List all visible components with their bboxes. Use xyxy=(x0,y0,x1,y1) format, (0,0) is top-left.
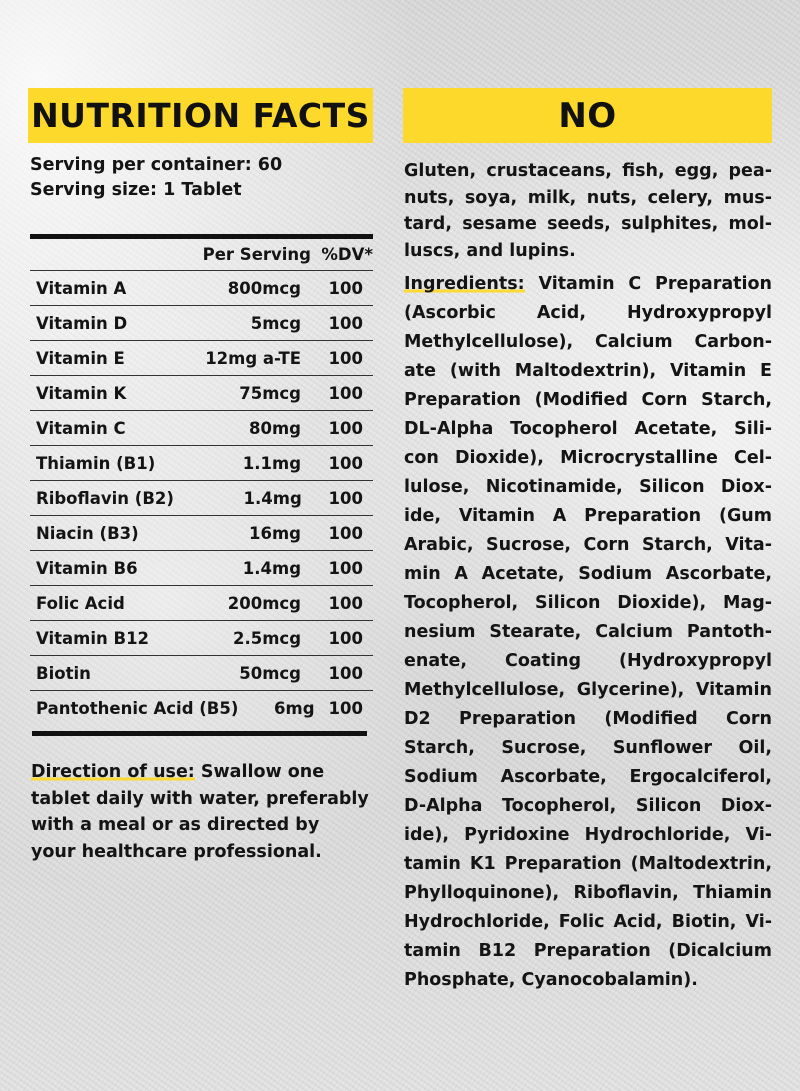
nutrient-amount: 5mcg xyxy=(250,313,301,333)
ingredient-line: ide), Pyridoxine Hydrochloride, Vi- xyxy=(404,825,772,845)
ingredient-line: Hydrochloride, Folic Acid, Biotin, Vi- xyxy=(404,912,772,932)
nutrient-amount: 2.5mcg xyxy=(232,628,301,648)
table-row xyxy=(30,516,373,551)
nutrient-amount: 1.1mg xyxy=(242,453,301,473)
ingredients-list xyxy=(404,270,772,995)
ingredient-line: (Ascorbic Acid, Hydroxypropyl xyxy=(404,303,772,323)
nutrient-amount: 800mcg xyxy=(227,278,301,298)
ingredient-line: Phylloquinone), Riboflavin, Thiamin xyxy=(404,883,772,903)
nutrient-amount: 16mg xyxy=(249,523,301,543)
nutrient-amount: 6mg xyxy=(274,698,315,718)
table-row xyxy=(30,656,373,691)
nutrient-name: Biotin xyxy=(36,663,91,683)
nutrient-name: Riboflavin (B2) xyxy=(36,488,174,508)
ingredient-line: Starch, Sucrose, Sunflower Oil, xyxy=(404,738,772,758)
serving-size: Serving size: 1 Tablet xyxy=(30,180,242,200)
serving-per-container: Serving per container: 60 xyxy=(30,155,283,175)
ingredient-text: Vitamin C Preparation xyxy=(524,274,772,294)
allergen-list xyxy=(404,158,772,264)
ingredient-line: nesium Stearate, Calcium Pantoth- xyxy=(404,622,772,642)
ingredient-line: Preparation (Modified Corn Starch, xyxy=(404,390,772,410)
direction-label: Direction of use: xyxy=(31,762,195,782)
nutrient-amount: 1.4mg xyxy=(242,558,301,578)
table-row xyxy=(30,271,373,306)
nutrient-name: Niacin (B3) xyxy=(36,523,139,543)
nutrient-name: Vitamin E xyxy=(36,348,125,368)
ingredient-line: Arabic, Sucrose, Corn Starch, Vita- xyxy=(404,535,772,555)
nutrient-name: Thiamin (B1) xyxy=(36,453,156,473)
ingredient-line: min A Acetate, Sodium Ascorbate, xyxy=(404,564,772,584)
nutrient-name: Folic Acid xyxy=(36,593,125,613)
table-row xyxy=(30,341,373,376)
allergen-line: tard, sesame seeds, sulphites, mol- xyxy=(404,214,772,234)
ingredient-line: D-Alpha Tocopherol, Silicon Diox- xyxy=(404,796,772,816)
nutrient-amount: 12mg a-TE xyxy=(205,348,301,368)
table-row xyxy=(30,586,373,621)
ingredient-line: ide, Vitamin A Preparation (Gum xyxy=(404,506,772,526)
ingredient-line: tamin B12 Preparation (Dicalcium xyxy=(404,941,772,961)
table-body xyxy=(30,271,373,725)
nutrition-facts-banner xyxy=(28,88,373,143)
nutrient-name: Vitamin C xyxy=(36,418,126,438)
header-per-serving: Per Serving xyxy=(202,245,311,264)
ingredient-line: con Dioxide), Microcrystalline Cel- xyxy=(404,448,772,468)
ingredient-line: enate, Coating (Hydroxypropyl xyxy=(404,651,772,671)
header-dv: %DV* xyxy=(321,245,373,264)
nutrient-amount: 80mg xyxy=(249,418,301,438)
nutrient-name: Vitamin D xyxy=(36,313,128,333)
nutrient-name: Vitamin B12 xyxy=(36,628,150,648)
nutrient-dv: 100 xyxy=(328,453,363,473)
nutrient-dv: 100 xyxy=(328,628,363,648)
nutrient-dv: 100 xyxy=(328,593,363,613)
ingredients-label: Ingredients: xyxy=(404,274,525,294)
serving-info xyxy=(30,153,282,203)
table-row xyxy=(30,376,373,411)
table-row xyxy=(30,306,373,341)
nutrient-dv: 100 xyxy=(328,698,363,718)
ingredient-line: Phosphate, Cyanocobalamin). xyxy=(404,970,698,990)
nutrition-table xyxy=(30,234,373,736)
table-row xyxy=(30,411,373,446)
allergen-line: nuts, soya, milk, nuts, celery, mus- xyxy=(404,187,772,208)
ingredient-line: ate (with Maltodextrin), Vitamin E xyxy=(404,361,772,381)
ingredient-line: lulose, Nicotinamide, Silicon Diox- xyxy=(404,477,772,497)
ingredient-line: tamin K1 Preparation (Maltodextrin, xyxy=(404,854,772,874)
nutrient-dv: 100 xyxy=(328,663,363,683)
nutrient-dv: 100 xyxy=(328,278,363,298)
nutrient-dv: 100 xyxy=(328,313,363,333)
nutrient-amount: 200mcg xyxy=(227,593,301,613)
direction-line: with a meal or as directed by xyxy=(31,815,320,835)
free-from-banner xyxy=(403,88,772,143)
ingredient-line: DL-Alpha Tocopherol Acetate, Sili- xyxy=(404,419,772,439)
ingredient-line: Methylcellulose), Calcium Carbon- xyxy=(404,332,772,352)
nutrient-amount: 1.4mg xyxy=(243,488,302,508)
nutrient-dv: 100 xyxy=(328,558,363,578)
free-from-title: NO xyxy=(558,95,617,136)
nutrient-amount: 75mcg xyxy=(239,383,301,403)
direction-of-use xyxy=(31,759,376,865)
table-row xyxy=(30,691,373,725)
direction-line: Swallow one xyxy=(194,762,325,782)
table-header xyxy=(30,239,373,271)
nutrient-dv: 100 xyxy=(328,418,363,438)
table-row xyxy=(30,481,373,516)
ingredient-line: Methylcellulose, Glycerine), Vitamin xyxy=(404,680,772,700)
nutrient-name: Vitamin K xyxy=(36,383,127,403)
nutrient-amount: 50mcg xyxy=(239,663,301,683)
nutrient-name: Vitamin B6 xyxy=(36,558,138,578)
table-row xyxy=(30,446,373,481)
nutrient-dv: 100 xyxy=(328,383,363,403)
direction-line: your healthcare professional. xyxy=(31,841,322,862)
ingredient-line: D2 Preparation (Modified Corn xyxy=(404,709,772,729)
table-bottom-rule xyxy=(32,731,367,736)
nutrient-dv: 100 xyxy=(328,523,363,543)
nutrient-name: Pantothenic Acid (B5) xyxy=(36,698,239,718)
nutrient-name: Vitamin A xyxy=(36,278,127,298)
allergen-line: Gluten, crustaceans, fish, egg, pea- xyxy=(404,161,772,181)
nutrient-dv: 100 xyxy=(328,348,363,368)
table-row xyxy=(30,551,373,586)
ingredient-line: Sodium Ascorbate, Ergocalciferol, xyxy=(404,767,772,787)
nutrition-facts-title: NUTRITION FACTS xyxy=(31,96,370,135)
direction-line: tablet daily with water, preferably xyxy=(31,788,369,809)
nutrient-dv: 100 xyxy=(328,488,363,508)
table-row xyxy=(30,621,373,656)
ingredient-line: Tocopherol, Silicon Dioxide), Mag- xyxy=(404,593,772,613)
ingredient-line xyxy=(404,270,772,299)
allergen-line: luscs, and lupins. xyxy=(404,240,576,261)
